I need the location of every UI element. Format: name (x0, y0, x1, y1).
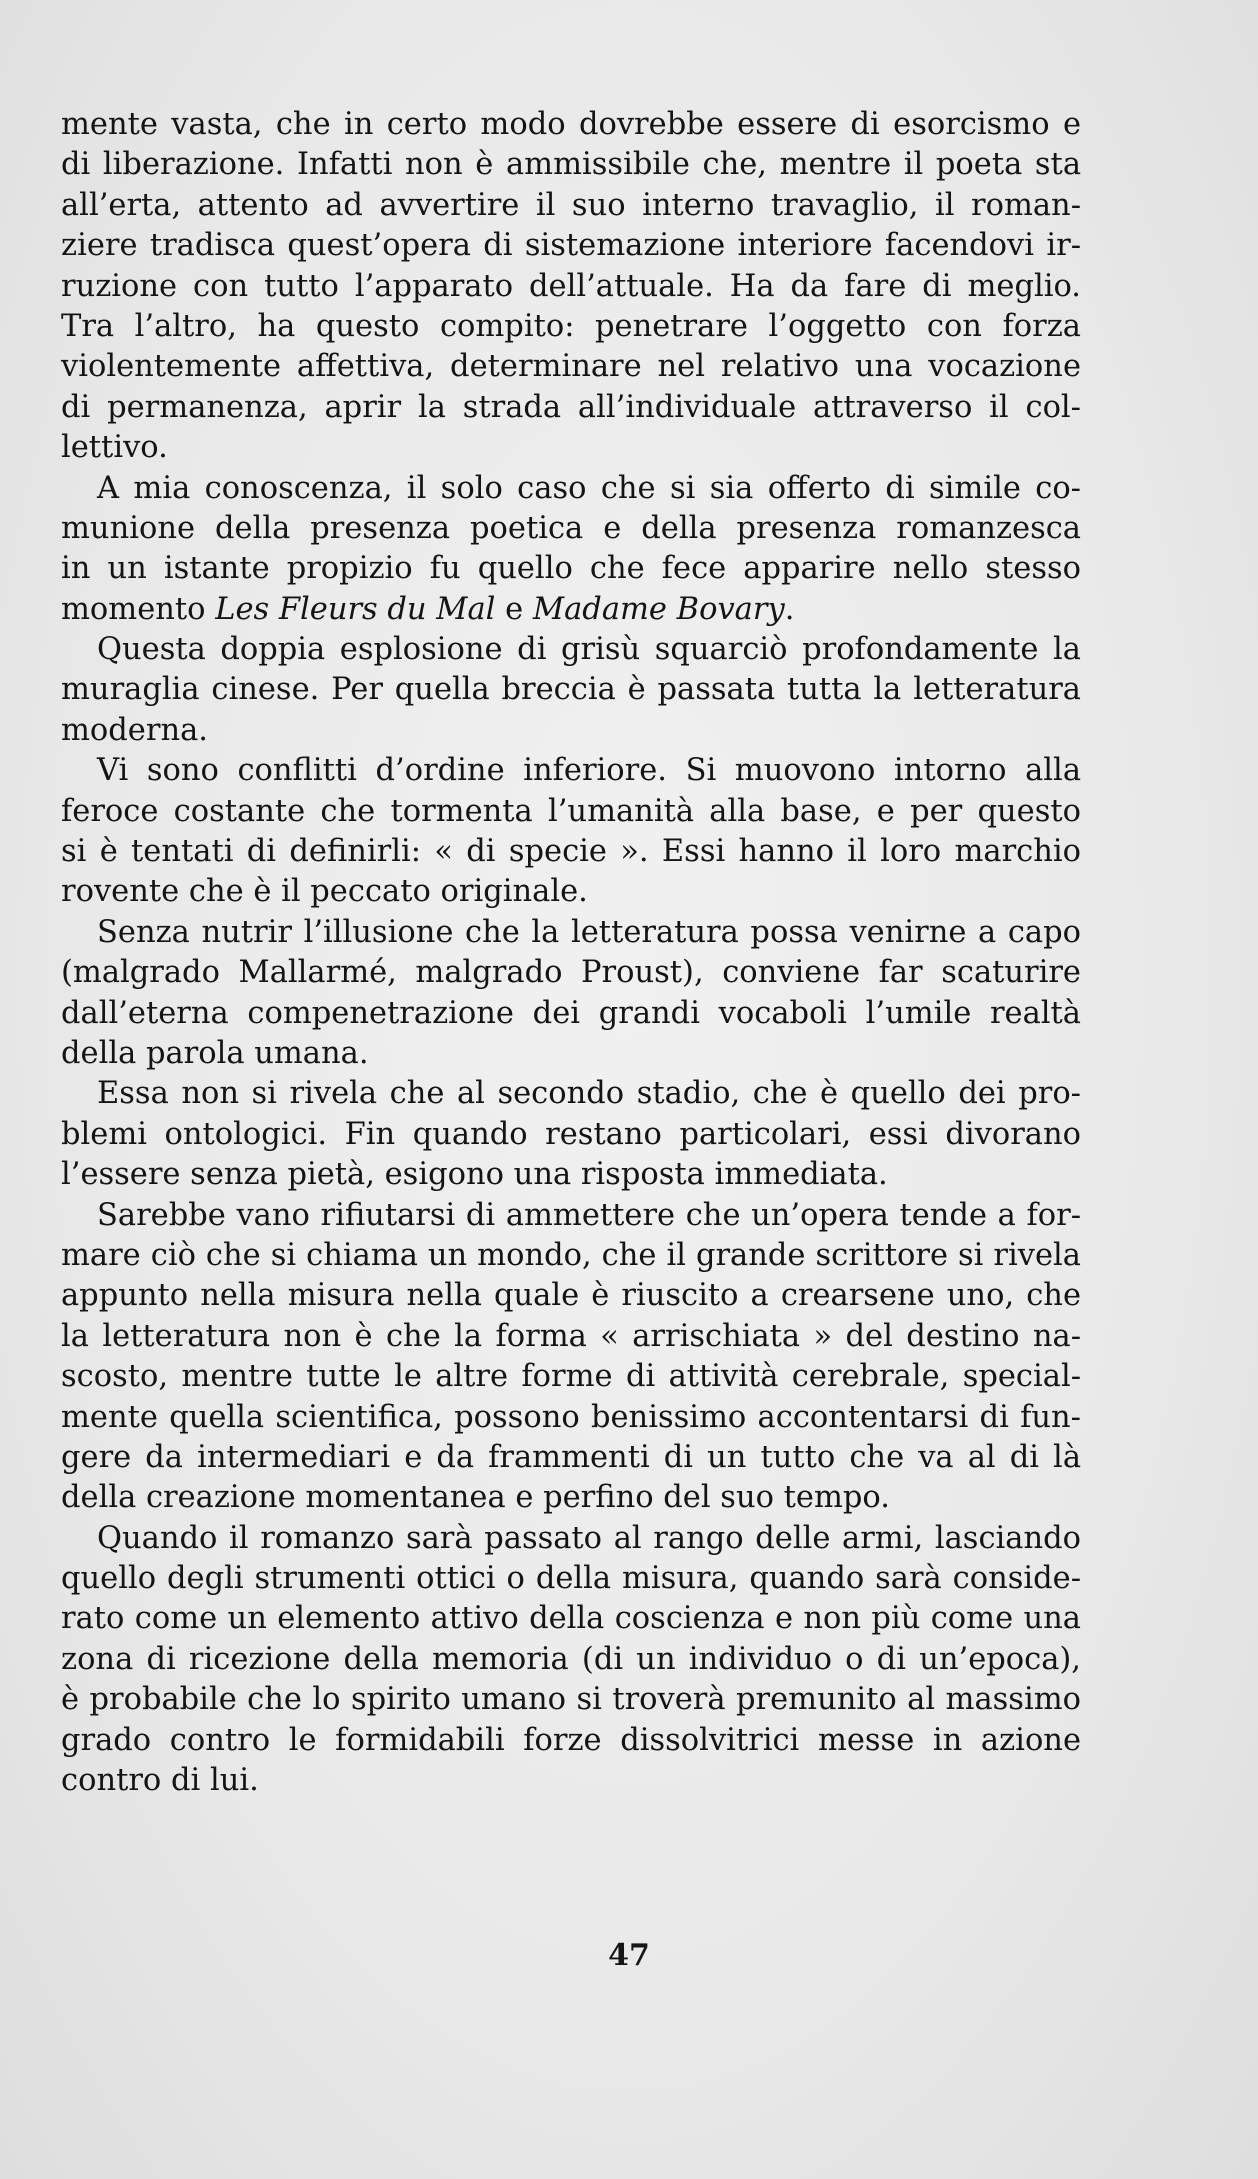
text-fragment: momento (61, 591, 216, 627)
text-line: A mia conoscenza, il solo caso che si sia offerto di simile co- (97, 470, 1081, 506)
text-line: zona di ricezione della memoria (di un individuo o di un’epoca), (61, 1641, 1081, 1677)
text-line: appunto nella misura nella quale è riuscito a crearsene uno, che (61, 1278, 1081, 1314)
text-line: moderna. (61, 712, 208, 748)
page-number: 47 (608, 1938, 650, 1973)
text-line: rato come un elemento attivo della coscienza e non più come una (61, 1601, 1081, 1637)
text-fragment: e (495, 591, 533, 627)
text-line: feroce costante che tormenta l’umanità alla base, e per questo (61, 793, 1081, 829)
text-line: Senza nutrir l’illusione che la letteratura possa venirne a capo (97, 914, 1081, 950)
text-line: Questa doppia esplosione di grisù squarciò profondamente la (97, 632, 1081, 668)
text-line: la letteratura non è che la forma « arrischiata » del destino na- (61, 1318, 1081, 1354)
text-line: Vi sono conflitti d’ordine inferiore. Si muovono intorno alla (97, 753, 1081, 789)
text-line: in un istante propizio fu quello che fece apparire nello stesso (61, 551, 1081, 587)
text-line: ruzione con tutto l’apparato dell’attuale. Ha da fare di meglio. (61, 268, 1081, 304)
text-line: violentemente affettiva, determinare nel relativo una vocazione (61, 349, 1081, 385)
text-line: è probabile che lo spirito umano si troverà premunito al massimo (61, 1682, 1081, 1718)
text-line: si è tentati di definirli: « di specie ». Essi hanno il loro marchio (61, 834, 1081, 870)
text-line: blemi ontologici. Fin quando restano particolari, essi divorano (61, 1116, 1081, 1152)
text-line: muraglia cinese. Per quella breccia è passata tutta la letteratura (61, 672, 1081, 708)
text-line: Tra l’altro, ha questo compito: penetrare l’oggetto con forza (61, 308, 1081, 344)
text-line: mare ciò che si chiama un mondo, che il grande scrittore si rivela (61, 1237, 1081, 1273)
text-line: di permanenza, aprir la strada all’individuale attraverso il col- (61, 389, 1081, 425)
text-fragment: . (784, 591, 795, 627)
text-line: di liberazione. Infatti non è ammissibile che, mentre il poeta sta (61, 147, 1081, 183)
text-line: della creazione momentanea e perfino del suo tempo. (61, 1480, 890, 1516)
book-title-fleurs-du-mal: Les Fleurs du Mal (215, 591, 496, 627)
text-line: l’essere senza pietà, esigono una risposta immediata. (61, 1157, 888, 1193)
text-line: mente vasta, che in certo modo dovrebbe essere di esorcismo e (61, 107, 1081, 142)
text-line: Sarebbe vano rifiutarsi di ammettere che un’opera tende a for- (97, 1197, 1081, 1233)
text-line: ziere tradisca quest’opera di sistemazione interiore facendovi ir- (61, 228, 1081, 264)
text-line: Essa non si rivela che al secondo stadio, che è quello dei pro- (97, 1076, 1081, 1112)
text-line: contro di lui. (61, 1763, 259, 1799)
book-title-madame-bovary: Madame Bovary (532, 591, 785, 627)
text-line: della parola umana. (61, 1035, 369, 1071)
text-line: scosto, mentre tutte le altre forme di attività cerebrale, special- (61, 1359, 1081, 1395)
text-line: all’erta, attento ad avvertire il suo interno travaglio, il roman- (61, 187, 1081, 223)
text-line: gere da intermediari e da frammenti di un tutto che va al di là (61, 1439, 1081, 1475)
text-line: grado contro le formidabili forze dissolvitrici messe in azione (61, 1722, 1081, 1758)
text-line: Quando il romanzo sarà passato al rango delle armi, lasciando (97, 1520, 1081, 1556)
text-line: munione della presenza poetica e della presenza romanzesca (61, 510, 1081, 546)
body-text (61, 105, 1081, 1801)
text-line: quello degli strumenti ottici o della misura, quando sarà conside- (61, 1561, 1081, 1597)
text-line (61, 590, 1081, 630)
text-line: mente quella scientifica, possono benissimo accontentarsi di fun- (61, 1399, 1081, 1435)
text-line: (malgrado Mallarmé, malgrado Proust), conviene far scaturire (61, 955, 1081, 991)
text-line: rovente che è il peccato originale. (61, 874, 588, 910)
text-line: lettivo. (61, 430, 168, 466)
text-line: dall’eterna compenetrazione dei grandi vocaboli l’umile realtà (61, 995, 1081, 1031)
